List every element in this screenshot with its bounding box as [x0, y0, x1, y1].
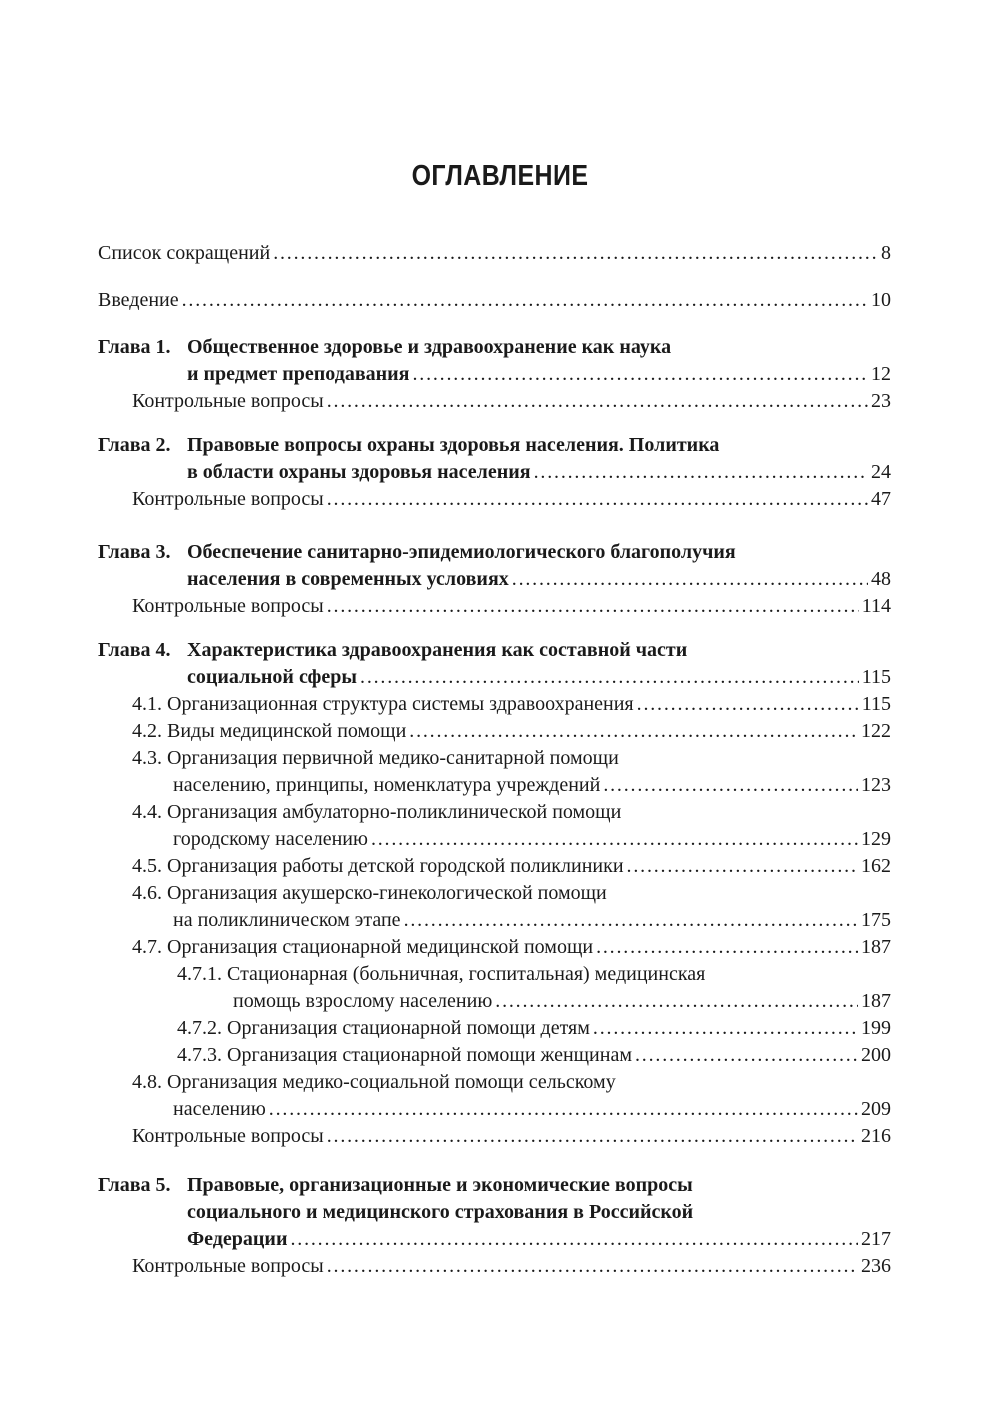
chapter-number: Глава 1. [98, 336, 171, 358]
toc-subsection-4-7-2[interactable] [98, 1015, 891, 1042]
toc-entry-title-line: населению [173, 1098, 266, 1120]
toc-entry-title-line: 4.7.1. Стационарная (больничная, госпитальная) медицинская [177, 963, 706, 985]
toc-entry-title-line: 4.8. Организация медико-социальной помощи сельскому [132, 1071, 616, 1093]
chapter-number: Глава 4. [98, 639, 171, 661]
toc-chapter-4[interactable] [98, 637, 891, 691]
chapter-number: Глава 5. [98, 1174, 171, 1196]
toc-entry-review-questions[interactable] [98, 1123, 891, 1150]
dot-leader [327, 486, 868, 513]
dot-leader [637, 691, 859, 718]
toc-section-4-5[interactable] [98, 853, 891, 880]
chapter-title-line: социального и медицинского страхования в Российской [187, 1201, 694, 1223]
chapter-title-line: Обеспечение санитарно-эпидемиологического благополучия [187, 541, 736, 563]
chapter-title-line: Общественное здоровье и здравоохранение как наука [187, 336, 672, 358]
dot-leader [534, 459, 868, 486]
dot-leader [593, 1015, 858, 1042]
toc-page-number: 115 [861, 693, 891, 715]
toc-entry-title-line: городскому населению [173, 828, 368, 850]
toc-section-4-1[interactable] [98, 691, 891, 718]
toc-entry-title: Введение [98, 289, 179, 311]
chapter-number: Глава 2. [98, 434, 171, 456]
dot-leader [182, 287, 868, 314]
toc-page-number: 200 [861, 1044, 891, 1066]
toc-page-number: 187 [861, 990, 891, 1012]
toc-entry-review-questions[interactable] [98, 486, 891, 513]
dot-leader [360, 664, 859, 691]
toc-entry-title-line: на поликлиническом этапе [173, 909, 401, 931]
toc-entry-title: 4.2. Виды медицинской помощи [132, 720, 407, 742]
dot-leader [404, 907, 858, 934]
dot-leader [269, 1096, 858, 1123]
toc-page-number: 114 [861, 595, 891, 617]
toc-entry-title: Список сокращений [98, 242, 271, 264]
toc-chapter-1[interactable] [98, 334, 891, 388]
toc-page-number: 187 [861, 936, 891, 958]
toc-entry-title: Контрольные вопросы [132, 390, 324, 412]
toc-entry-title-line: населению, принципы, номенклатура учреждений [173, 774, 601, 796]
toc-page-number: 217 [861, 1228, 891, 1250]
toc-entry-title: Контрольные вопросы [132, 595, 324, 617]
toc-entry-title: 4.7.2. Организация стационарной помощи детям [177, 1017, 590, 1039]
table-of-contents [98, 240, 891, 1280]
toc-page-number: 8 [881, 242, 891, 264]
toc-page-number: 10 [871, 289, 891, 311]
toc-section-4-8[interactable] [98, 1069, 891, 1123]
page-title: ОГЛАВЛЕНИЕ [411, 160, 589, 192]
toc-entry-title: 4.7. Организация стационарной медицинской помощи [132, 936, 594, 958]
toc-entry-title-line: помощь взрослому населению [233, 990, 493, 1012]
toc-entry-review-questions[interactable] [98, 388, 891, 415]
toc-chapter-5[interactable] [98, 1172, 891, 1253]
chapter-number: Глава 3. [98, 541, 171, 563]
toc-page-number: 47 [871, 488, 891, 510]
dot-leader [327, 593, 859, 620]
toc-entry-abbreviations[interactable] [98, 240, 891, 267]
dot-leader [627, 853, 858, 880]
dot-leader [273, 240, 878, 267]
dot-leader [327, 1253, 858, 1280]
toc-entry-review-questions[interactable] [98, 593, 891, 620]
toc-entry-title: Контрольные вопросы [132, 488, 324, 510]
chapter-title-line: Правовые вопросы охраны здоровья населения. Политика [187, 434, 720, 456]
toc-page-number: 123 [861, 774, 891, 796]
toc-subsection-4-7-1[interactable] [98, 961, 891, 1015]
dot-leader [596, 934, 858, 961]
toc-entry-title: 4.7.3. Организация стационарной помощи женщинам [177, 1044, 632, 1066]
toc-page-number: 24 [871, 461, 891, 483]
dot-leader [495, 988, 858, 1015]
toc-page-number: 129 [861, 828, 891, 850]
toc-section-4-2[interactable] [98, 718, 891, 745]
dot-leader [512, 566, 868, 593]
toc-subsection-4-7-3[interactable] [98, 1042, 891, 1069]
toc-page-number: 209 [861, 1098, 891, 1120]
dot-leader [327, 388, 868, 415]
toc-entry-title: Контрольные вопросы [132, 1125, 324, 1147]
toc-page-number: 122 [861, 720, 891, 742]
dot-leader [290, 1226, 858, 1253]
toc-page-number: 236 [861, 1255, 891, 1277]
toc-entry-introduction[interactable] [98, 287, 891, 314]
chapter-title-line: Правовые, организационные и экономические вопросы [187, 1174, 693, 1196]
toc-page-number: 12 [871, 363, 891, 385]
dot-leader [409, 718, 858, 745]
toc-entry-title: 4.5. Организация работы детской городской поликлиники [132, 855, 624, 877]
toc-chapter-3[interactable] [98, 539, 891, 593]
chapter-title-line: социальной сферы [187, 666, 358, 688]
toc-section-4-4[interactable] [98, 799, 891, 853]
toc-entry-title-line: 4.6. Организация акушерско-гинекологической помощи [132, 882, 607, 904]
dot-leader [371, 826, 858, 853]
chapter-title-line: Федерации [187, 1228, 288, 1250]
toc-page-number: 216 [861, 1125, 891, 1147]
dot-leader [412, 361, 868, 388]
dot-leader [603, 772, 858, 799]
toc-page-number: 175 [861, 909, 891, 931]
toc-page-number: 162 [861, 855, 891, 877]
toc-entry-title-line: 4.4. Организация амбулаторно-поликлинической помощи [132, 801, 622, 823]
toc-page-number: 48 [871, 568, 891, 590]
toc-section-4-7[interactable] [98, 934, 891, 961]
toc-entry-title: 4.1. Организационная структура системы здравоохранения [132, 693, 634, 715]
chapter-title-line: и предмет преподавания [187, 363, 410, 385]
toc-entry-title: Контрольные вопросы [132, 1255, 324, 1277]
toc-entry-title-line: 4.3. Организация первичной медико-санитарной помощи [132, 747, 619, 769]
toc-page-number: 23 [871, 390, 891, 412]
toc-section-4-6[interactable] [98, 880, 891, 934]
chapter-title-line: населения в современных условиях [187, 568, 509, 590]
toc-chapter-2[interactable] [98, 432, 891, 486]
toc-page-number: 115 [861, 666, 891, 688]
toc-page-number: 199 [861, 1017, 891, 1039]
toc-section-4-3[interactable] [98, 745, 891, 799]
dot-leader [327, 1123, 858, 1150]
chapter-title-line: Характеристика здравоохранения как составной части [187, 639, 688, 661]
chapter-title-line: в области охраны здоровья населения [187, 461, 531, 483]
toc-entry-review-questions[interactable] [98, 1253, 891, 1280]
dot-leader [635, 1042, 858, 1069]
